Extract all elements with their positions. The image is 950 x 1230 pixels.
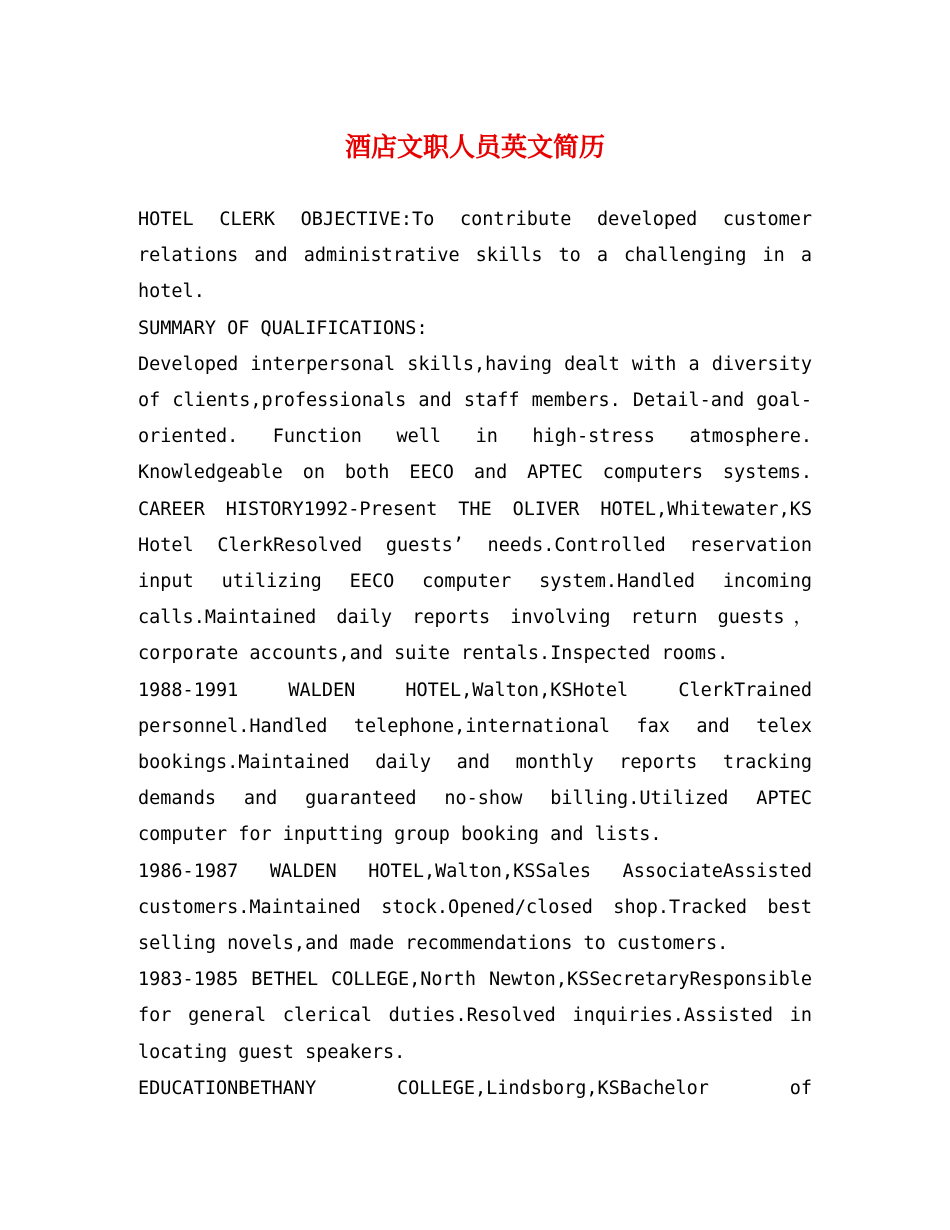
document-title: 酒店文职人员英文简历 — [344, 133, 605, 163]
walden-sales-associate-paragraph: 1986-1987 WALDEN HOTEL,Walton,KSSales AssociateAssisted customers.Maintained stock.Opened/closed shop.Tracked best selling novels,and made recommendations to customers. — [138, 860, 812, 955]
bethel-college-paragraph: 1983-1985 BETHEL COLLEGE,North Newton,KSSecretaryResponsible for general clerical duties.Resolved inquiries.Assisted in locating guest speakers. — [138, 969, 812, 1063]
education-paragraph: EDUCATIONBETHANY COLLEGE,Lindsborg,KSBachelor of — [138, 1077, 812, 1099]
resume-body — [138, 202, 812, 1107]
qualifications-paragraph: Developed interpersonal skills,having dealt with a diversity of clients,professionals and staff members. Detail-and goal-oriented. Function well in high-stress atmosphere. Knowledgeable on both EECO and APTEC computers systems. CAREER HISTORY1992-Present THE OLIVER HOTEL,Whitewater,KS Hotel ClerkResolved guests’ needs.Controlled reservation input utilizing EECO computer system.Handled incoming calls.Maintained daily reports involving return guests，corporate accounts,and suite rentals.Inspected rooms. — [138, 353, 812, 665]
qualifications-heading: SUMMARY OF QUALIFICATIONS: — [138, 317, 428, 339]
objective-paragraph: HOTEL CLERK OBJECTIVE:To contribute developed customer relations and administrative skills to a challenging in a hotel. — [138, 209, 812, 303]
walden-hotel-clerk-paragraph: 1988-1991 WALDEN HOTEL,Walton,KSHotel ClerkTrained personnel.Handled telephone,international fax and telex bookings.Maintained daily and monthly reports tracking demands and guaranteed no-show billing.Utilized APTEC computer for inputting group booking and lists. — [138, 679, 812, 846]
